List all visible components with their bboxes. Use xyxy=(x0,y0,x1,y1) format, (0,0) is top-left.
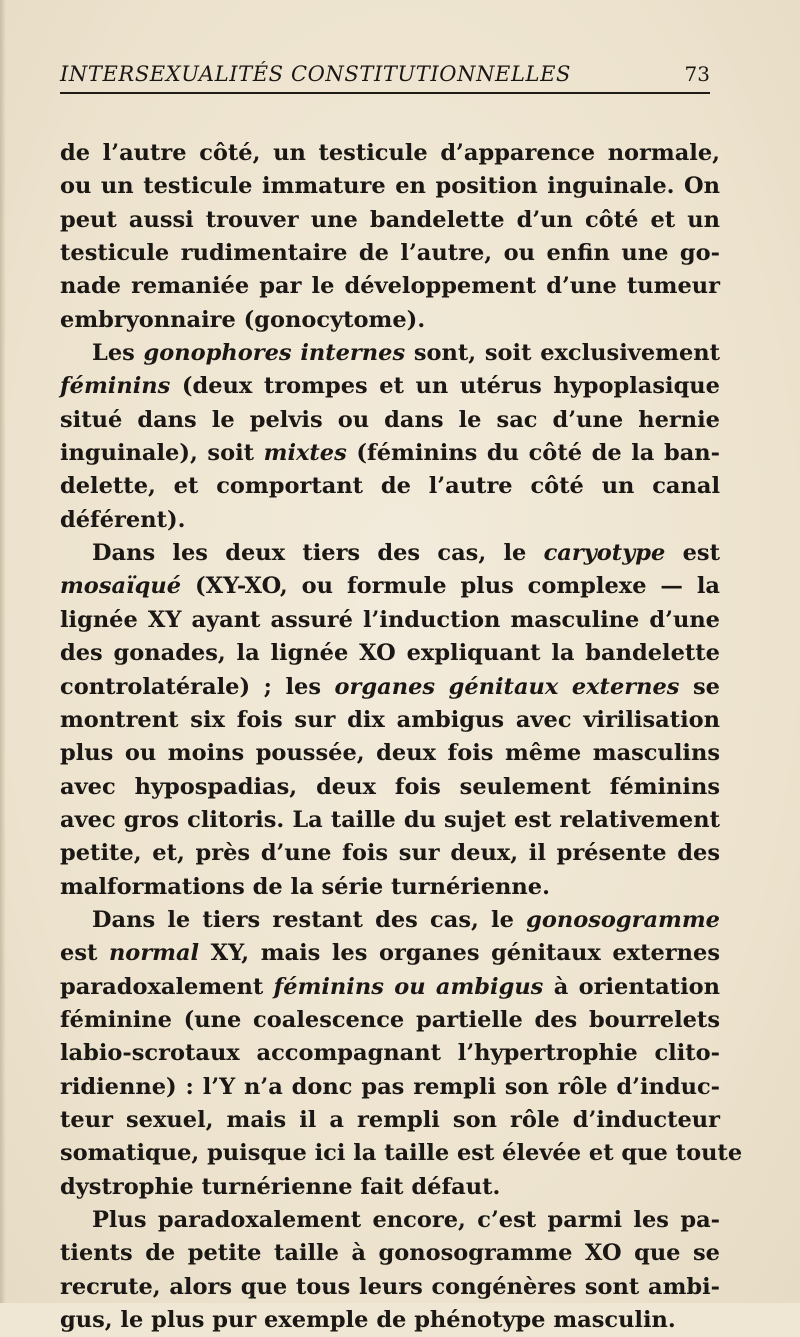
text-line: montrent six fois sur dix ambigus avec virilisation xyxy=(60,706,720,733)
text-segment: se xyxy=(679,673,720,700)
page-number: 73 xyxy=(684,62,710,86)
text-line: peut aussi trouver une bandelette d’un côté et un xyxy=(60,206,720,233)
text-line xyxy=(60,937,720,970)
text-line: labio-scrotaux accompagnant l’hypertrophie clito- xyxy=(60,1040,720,1067)
text-line: gus, le plus pur exemple de phénotype masculin. xyxy=(60,1307,676,1334)
text-line: féminine (une coalescence partielle des bourrelets xyxy=(60,1006,720,1033)
text-segment: est xyxy=(665,540,720,567)
italic-term: gonosogramme xyxy=(526,906,720,933)
text-line: des gonades, la lignée XO expliquant la bandelette xyxy=(60,640,720,667)
text-line: tients de petite taille à gonosogramme XO que se xyxy=(60,1240,720,1267)
body-text xyxy=(60,137,743,1337)
text-line: delette, et comportant de l’autre côté un canal xyxy=(60,473,720,500)
text-segment: paradoxalement xyxy=(60,973,274,1000)
text-segment: inguinale), soit xyxy=(60,440,264,467)
text-line: malformations de la série turnérienne. xyxy=(60,873,550,900)
text-line xyxy=(60,570,720,603)
text-segment: (féminins du côté de la ban- xyxy=(346,440,720,467)
text-segment: Dans le tiers restant des cas, le xyxy=(92,906,527,933)
text-line: dystrophie turnérienne fait défaut. xyxy=(60,1173,501,1200)
text-line: situé dans le pelvis ou dans le sac d’une hernie xyxy=(60,406,720,433)
text-line xyxy=(60,671,720,704)
italic-term: caryotype xyxy=(543,540,666,567)
text-line: nade remaniée par le développement d’une tumeur xyxy=(60,273,720,300)
text-line: déférent). xyxy=(60,506,186,533)
text-line: somatique, puisque ici la taille est élevée et que toute xyxy=(60,1140,743,1167)
text-segment: sont, soit exclusivement xyxy=(405,340,721,367)
text-line xyxy=(60,337,720,370)
text-segment: à orientation xyxy=(543,973,720,1000)
text-segment: (deux trompes et un utérus hypoplasique xyxy=(170,373,720,400)
text-line xyxy=(60,537,720,570)
text-line: petite, et, près d’une fois sur deux, il présente des xyxy=(60,840,720,867)
binding-shadow xyxy=(0,0,6,1303)
text-segment: est xyxy=(60,940,109,967)
running-title: INTERSEXUALITÉS CONSTITUTIONNELLES xyxy=(60,62,571,86)
text-line xyxy=(60,971,720,1004)
text-line: avec gros clitoris. La taille du sujet est relativement xyxy=(60,806,720,833)
text-line: teur sexuel, mais il a rempli son rôle d’inducteur xyxy=(60,1106,720,1133)
text-line xyxy=(60,370,720,403)
text-line: de l’autre côté, un testicule d’apparence normale, xyxy=(60,140,720,166)
text-segment: XY, mais les organes génitaux externes xyxy=(199,940,720,967)
italic-term: gonophores internes xyxy=(143,340,406,367)
italic-term: mosaïqué xyxy=(60,573,182,600)
italic-term: normal xyxy=(108,940,200,967)
italic-term: mixtes xyxy=(263,440,347,467)
italic-term: organes génitaux externes xyxy=(334,673,680,700)
text-line: plus ou moins poussée, deux fois même masculins xyxy=(60,740,720,767)
text-segment: (XY-XO, ou formule plus complexe — la xyxy=(181,573,720,600)
italic-term: féminins xyxy=(60,373,171,400)
text-line xyxy=(60,437,720,470)
italic-term: féminins ou ambigus xyxy=(273,973,544,1000)
text-line xyxy=(60,904,720,937)
text-line: recrute, alors que tous leurs congénères sont ambi- xyxy=(60,1273,720,1300)
text-line: ridienne) : l’Y n’a donc pas rempli son rôle d’induc- xyxy=(60,1073,720,1100)
text-line: testicule rudimentaire de l’autre, ou enfin une go- xyxy=(60,240,720,267)
text-line: avec hypospadias, deux fois seulement féminins xyxy=(60,773,720,800)
text-segment: Les xyxy=(92,340,144,367)
text-line: embryonnaire (gonocytome). xyxy=(60,306,426,333)
text-line: Plus paradoxalement encore, c’est parmi les pa- xyxy=(92,1207,720,1233)
text-line: lignée XY ayant assuré l’induction masculine d’une xyxy=(60,606,720,633)
text-segment: controlatérale) ; les xyxy=(60,673,335,700)
text-segment: Dans les deux tiers des cas, le xyxy=(92,540,544,567)
text-line: ou un testicule immature en position inguinale. On xyxy=(60,173,720,200)
running-head xyxy=(60,60,710,94)
